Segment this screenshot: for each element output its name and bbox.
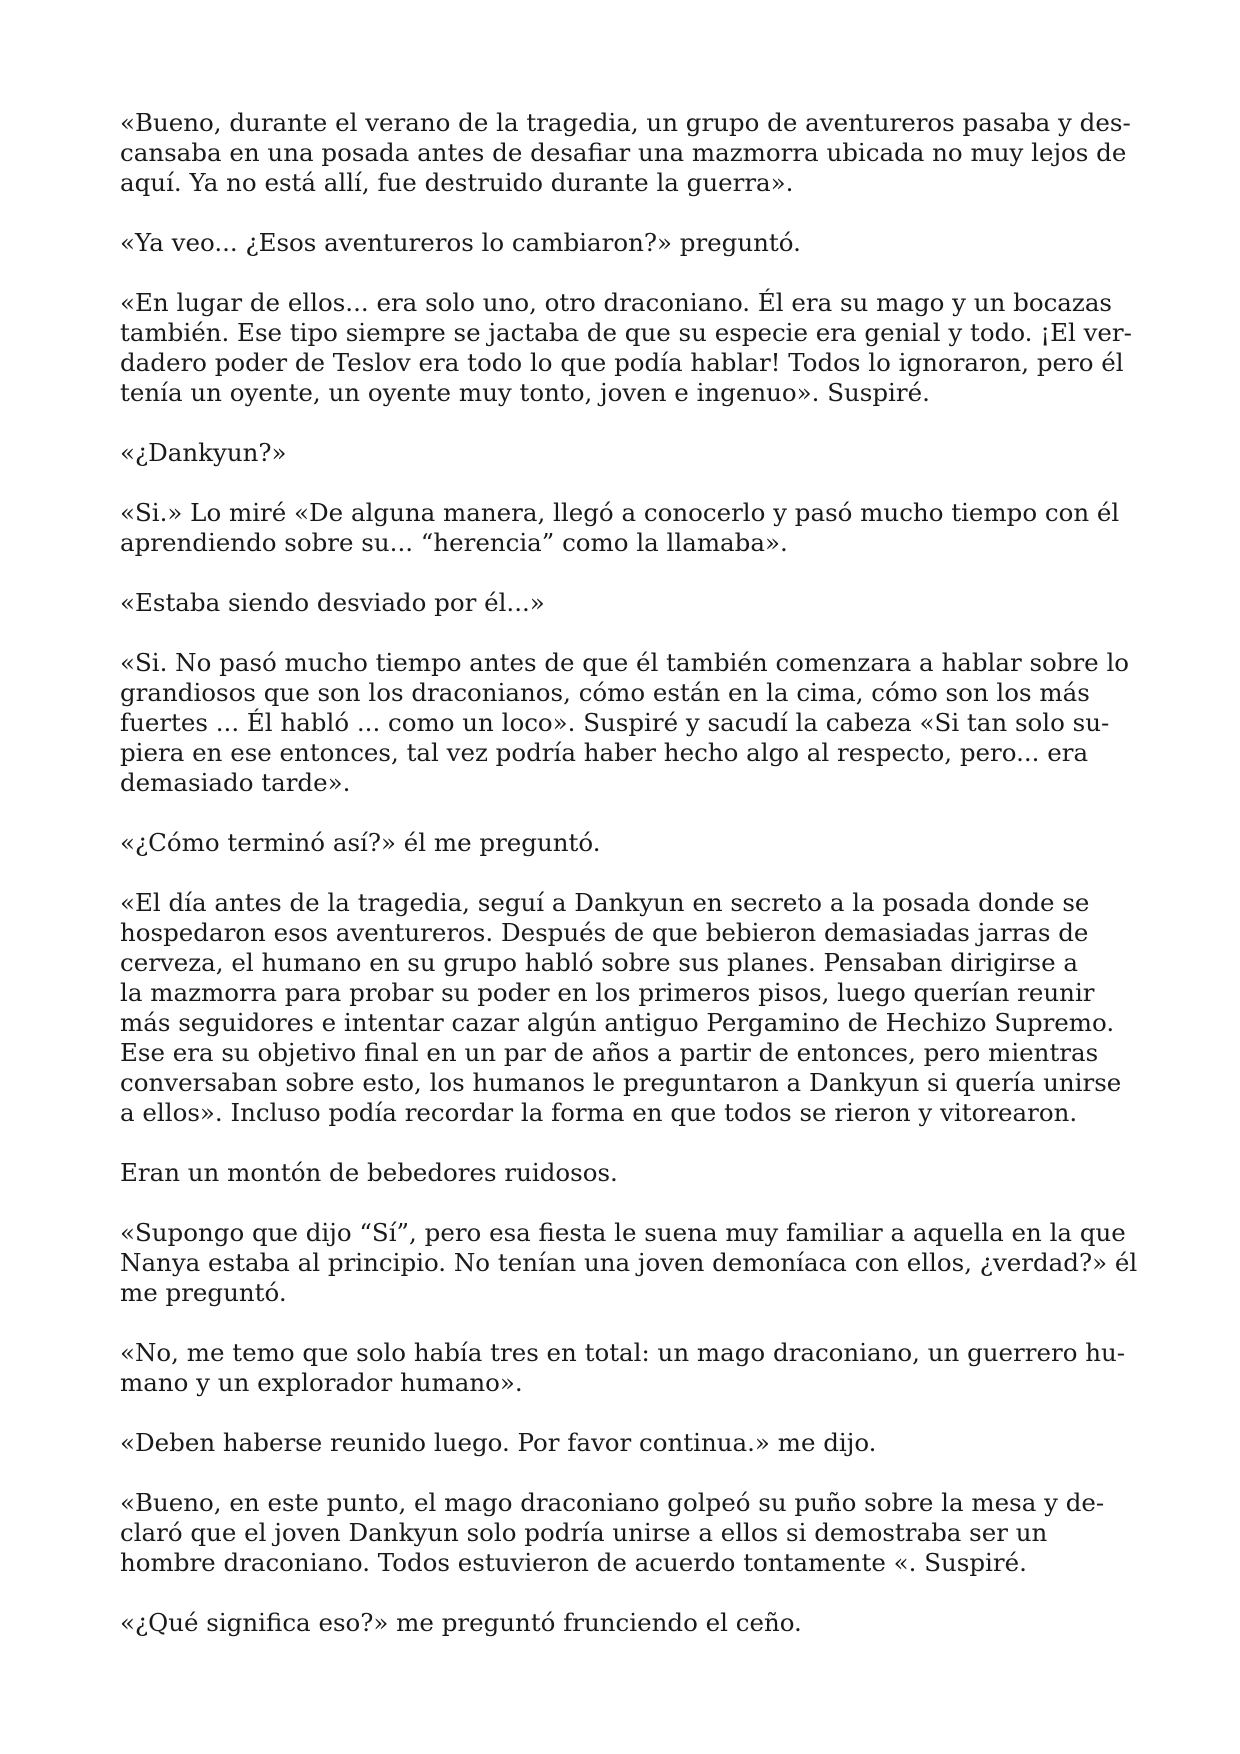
text-line: Ese era su objetivo final en un par de años a partir de entonces, pero mientras (120, 1038, 1099, 1067)
paragraph (120, 288, 1132, 408)
text-line: «Bueno, durante el verano de la tragedia, un grupo de aventureros pasaba y des- (120, 108, 1131, 137)
text-line: mano y un explorador humano». (120, 1368, 523, 1397)
paragraph (120, 108, 1131, 198)
paragraph-list (120, 108, 1138, 1638)
paragraph (120, 498, 1120, 558)
text-line: también. Ese tipo siempre se jactaba de que su especie era genial y todo. ¡El ver- (120, 318, 1132, 347)
text-line: a ellos». Incluso podía recordar la forma en que todos se rieron y vitorearon. (120, 1098, 1078, 1127)
text-line: «Si.» Lo miré «De alguna manera, llegó a conocerlo y pasó mucho tiempo con él (120, 498, 1120, 527)
text-line: más seguidores e intentar cazar algún antiguo Pergamino de Hechizo Supremo. (120, 1008, 1115, 1037)
paragraph (120, 228, 1120, 258)
text-line: «Si. No pasó mucho tiempo antes de que él también comenzara a hablar sobre lo (120, 648, 1130, 677)
paragraph (120, 438, 1120, 468)
text-line: dadero poder de Teslov era todo lo que podía hablar! Todos lo ignoraron, pero él (120, 348, 1124, 377)
paragraph (120, 828, 1120, 858)
text-line: «Estaba siendo desviado por él...» (120, 588, 545, 617)
text-line: cerveza, el humano en su grupo habló sobre sus planes. Pensaban dirigirse a (120, 948, 1078, 977)
text-line: hombre draconiano. Todos estuvieron de acuerdo tontamente «. Suspiré. (120, 1548, 1027, 1577)
text-line: hospedaron esos aventureros. Después de que bebieron demasiadas jarras de (120, 918, 1089, 947)
text-line: «¿Qué significa eso?» me preguntó frunciendo el ceño. (120, 1608, 802, 1637)
text-line: piera en ese entonces, tal vez podría haber hecho algo al respecto, pero... era (120, 738, 1089, 767)
text-line: «Deben haberse reunido luego. Por favor continua.» me dijo. (120, 1428, 877, 1457)
paragraph (120, 1488, 1120, 1578)
paragraph (120, 588, 1120, 618)
text-line: la mazmorra para probar su poder en los primeros pisos, luego querían reunir (120, 978, 1095, 1007)
text-line: conversaban sobre esto, los humanos le preguntaron a Dankyun si quería unirse (120, 1068, 1122, 1097)
text-line: fuertes ... Él habló ... como un loco». Suspiré y sacudí la cabeza «Si tan solo su- (120, 708, 1110, 737)
text-line: «El día antes de la tragedia, seguí a Dankyun en secreto a la posada donde se (120, 888, 1090, 917)
text-line: me preguntó. (120, 1278, 287, 1307)
text-line: grandiosos que son los draconianos, cómo están en la cima, cómo son los más (120, 678, 1090, 707)
text-line: tenía un oyente, un oyente muy tonto, joven e ingenuo». Suspiré. (120, 378, 930, 407)
paragraph (120, 888, 1120, 1128)
paragraph (120, 648, 1130, 798)
paragraph (120, 1608, 1120, 1638)
paragraph (120, 1338, 1126, 1398)
text-line: aquí. Ya no está allí, fue destruido durante la guerra». (120, 168, 794, 197)
text-line: «Ya veo... ¿Esos aventureros lo cambiaron?» preguntó. (120, 228, 801, 257)
paragraph (120, 1428, 1120, 1458)
text-line: «¿Dankyun?» (120, 438, 287, 467)
paragraph (120, 1218, 1138, 1308)
text-line: «En lugar de ellos... era solo uno, otro draconiano. Él era su mago y un bocazas (120, 288, 1112, 317)
paragraph (120, 1158, 1120, 1188)
document-page (120, 108, 1138, 1668)
text-line: claró que el joven Dankyun solo podría unirse a ellos si demostraba ser un (120, 1518, 1048, 1547)
text-line: «Supongo que dijo “Sí”, pero esa fiesta le suena muy familiar a aquella en la que (120, 1218, 1126, 1247)
text-line: Nanya estaba al principio. No tenían una joven demoníaca con ellos, ¿verdad?» él (120, 1248, 1138, 1277)
text-line: Eran un montón de bebedores ruidosos. (120, 1158, 618, 1187)
text-line: «Bueno, en este punto, el mago draconiano golpeó su puño sobre la mesa y de- (120, 1488, 1105, 1517)
text-line: demasiado tarde». (120, 768, 351, 797)
text-line: cansaba en una posada antes de desafiar una mazmorra ubicada no muy lejos de (120, 138, 1127, 167)
text-line: aprendiendo sobre su... “herencia” como la llamaba». (120, 528, 788, 557)
text-line: «¿Cómo terminó así?» él me preguntó. (120, 828, 601, 857)
text-line: «No, me temo que solo había tres en total: un mago draconiano, un guerrero hu- (120, 1338, 1126, 1367)
